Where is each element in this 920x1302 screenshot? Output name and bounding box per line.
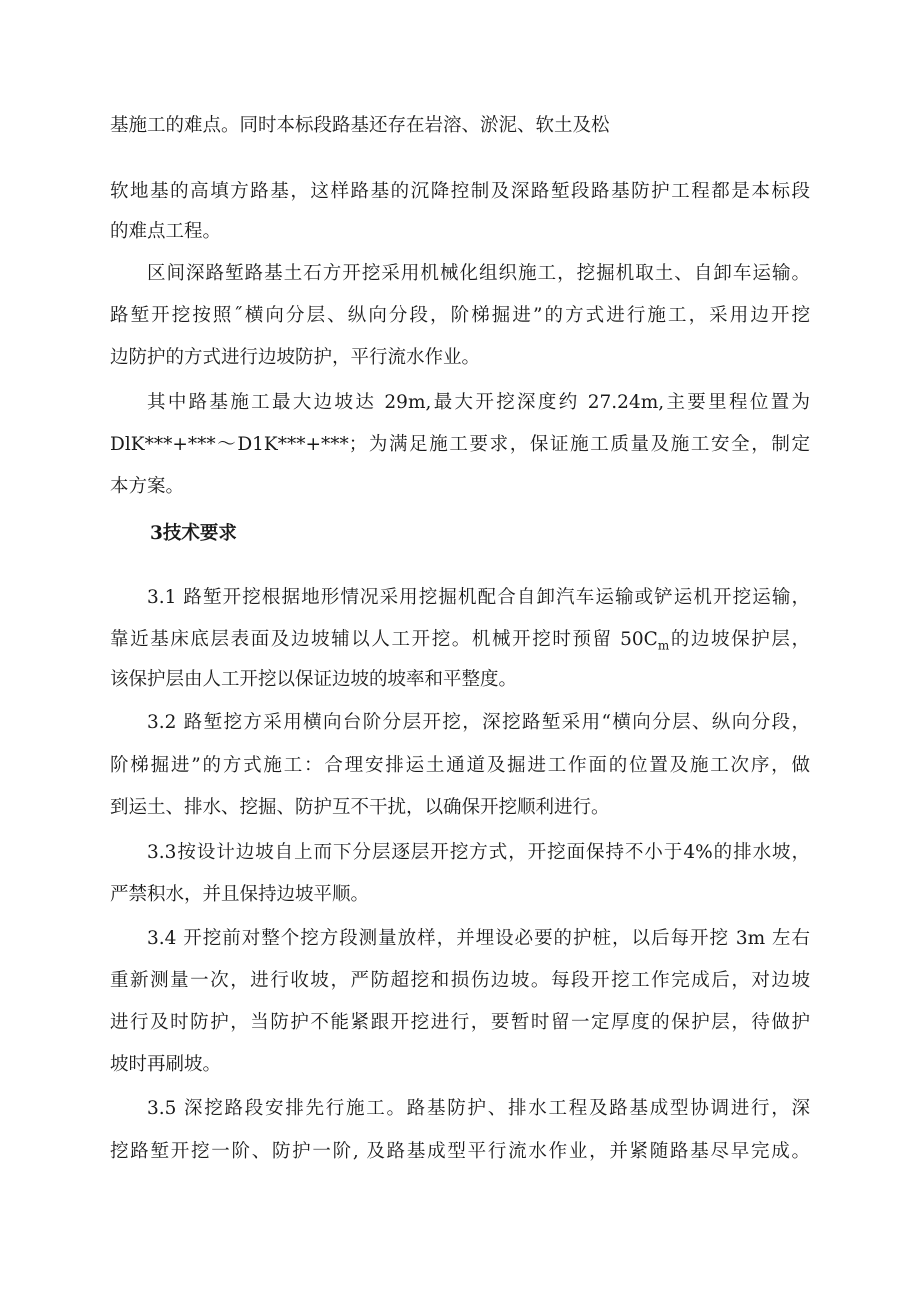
item-3-4-line-3: 进行及时防护，当防护不能紧跟开挖进行，要暂时留一定厚度的保护层，待做护 <box>110 1012 810 1033</box>
item-3-2-line-3: 到运土、排水、挖掘、防护互不干扰，以确保开挖顺利进行。 <box>110 797 610 818</box>
item-3-1-line-2 <box>110 627 810 659</box>
item-3-4-line-1: 3.4 开挖前对整个挖方段测量放样，并埋设必要的护桩，以后每开挖 3m 左右 <box>147 928 810 949</box>
item-3-2-line-2: 阶梯掘进”的方式施工：合理安排运土通道及掘进工作面的位置及施工次序，做 <box>110 755 810 776</box>
item-3-4-line-4: 坡时再刷坡。 <box>110 1054 222 1075</box>
paragraph-2-line-1: 其中路基施工最大边坡达 29m,最大开挖深度约 27.24m,主要里程位置为 <box>147 392 810 413</box>
item-3-1-line-2-prefix: 靠近基床底层表面及边坡辅以人工开挖。机械开挖时预留 50C <box>110 629 658 650</box>
item-3-1-line-1: 3.1 路堑开挖根据地形情况采用挖掘机配合自卸汽车运输或铲运机开挖运输， <box>147 587 810 608</box>
paragraph-1-line-3: 边防护的方式进行边坡防护，平行流水作业。 <box>110 347 481 368</box>
intro-line-1: 基施工的难点。同时本标段路基还存在岩溶、淤泥、软土及松 <box>110 115 610 136</box>
intro-line-2: 软地基的高填方路基，这样路基的沉降控制及深路堑段路基防护工程都是本标段 <box>110 181 810 202</box>
item-3-4-line-2: 重新测量一次，进行收坡，严防超挖和损伤边坡。每段开挖工作完成后，对边坡 <box>110 970 810 991</box>
item-3-5-line-2: 挖路堑开挖一阶、防护一阶, 及路基成型平行流水作业，并紧随路基尽早完成。 <box>110 1141 810 1162</box>
paragraph-1-line-2: 路堑开挖按照˝横向分层、纵向分段，阶梯掘进”的方式进行施工，采用边开挖 <box>110 305 810 326</box>
item-3-3-line-2: 严禁积水，并且保持边坡平顺。 <box>110 884 370 905</box>
item-3-1-line-3: 该保护层由人工开挖以保证边坡的坡率和平整度。 <box>110 669 518 690</box>
paragraph-2-line-3: 本方案。 <box>110 476 185 497</box>
item-3-5-line-1: 3.5 深挖路段安排先行施工。路基防护、排水工程及路基成型协调进行，深 <box>147 1098 810 1119</box>
section-heading: 3技术要求 <box>150 523 237 544</box>
item-3-3-line-1: 3.3按设计边坡自上而下分层逐层开挖方式，开挖面保持不小于4%的排水坡， <box>147 842 810 863</box>
item-3-2-line-1: 3.2 路堑挖方采用横向台阶分层开挖，深挖路堑采用“横向分层、纵向分段， <box>147 712 810 733</box>
paragraph-1-line-1: 区间深路堑路基土石方开挖采用机械化组织施工，挖掘机取土、自卸车运输。 <box>147 263 810 284</box>
intro-line-3: 的难点工程。 <box>110 221 222 242</box>
item-3-1-line-2-suffix: 的边坡保护层， <box>669 629 810 650</box>
unit-subscript: m <box>657 638 670 653</box>
paragraph-2-line-2: DlK***+***～D1K***+***；为满足施工要求，保证施工质量及施工安全，制定 <box>110 434 810 455</box>
